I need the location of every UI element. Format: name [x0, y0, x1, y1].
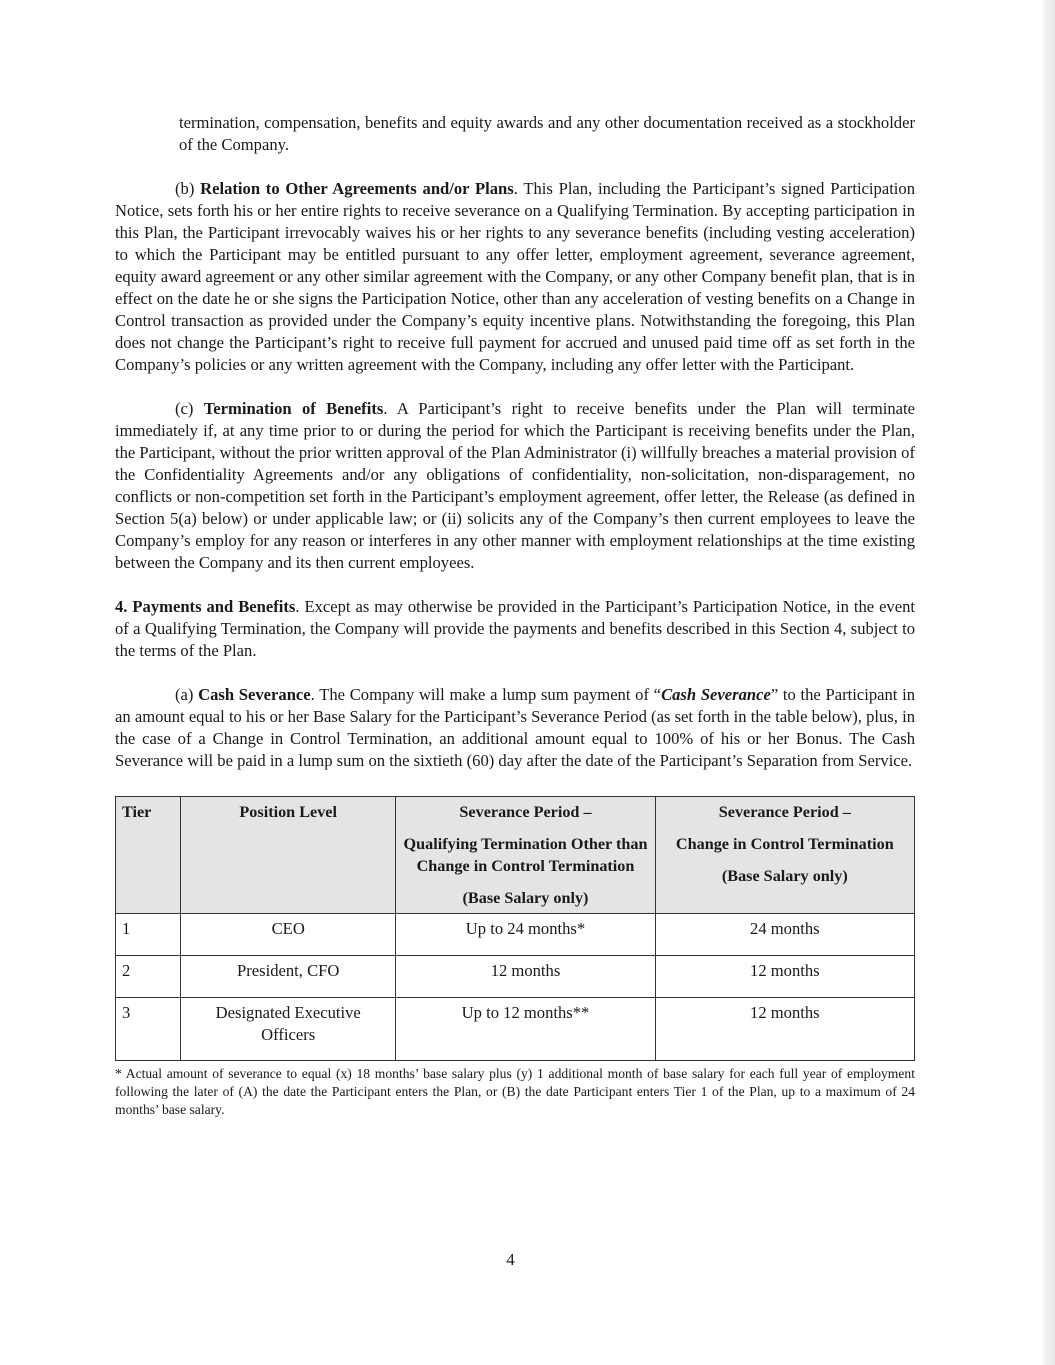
section-b-marker: (b) [175, 179, 195, 198]
table-header-row [116, 797, 915, 914]
section-4-text: . Except as may otherwise be provided in the Participant’s Participation Notice, in the event of a Qualifying Termination, the Company will provide the payments and benefits described in this Section 4, subject to the terms of the Plan. [115, 597, 915, 660]
section-c-text: . A Participant’s right to receive benefits under the Plan will terminate immediately if, at any time prior to or during the period for which the Participant is receiving benefits under the Plan, the Participant, without the prior written approval of the Plan Administrator (i) willfully breaches a material provision of the Confidentiality Agreements and/or any obligations of confidentiality, non-solicitation, non-disparagement, no conflicts or non-competition set forth in the Participant’s employment agreement, offer letter, the Release (as defined in Section 5(a) below) or under applicable law; or (ii) solicits any of the Company’s then current employees to leave the Company’s employ for any reason or interferes in any other manner with employment relationships at the time existing between the Company and its then current employees. [115, 399, 915, 572]
position-cell: CEO [181, 914, 396, 956]
table-row [116, 998, 915, 1061]
section-4a-marker: (a) [175, 685, 194, 704]
intro-paragraph [115, 112, 915, 156]
severance-table [115, 796, 915, 1061]
section-c-paragraph [115, 398, 915, 574]
header-qual-note: (Base Salary only) [462, 889, 589, 907]
tier-cell: 2 [116, 956, 181, 998]
cic-cell: 12 months [655, 956, 914, 998]
section-4a-paragraph [115, 684, 915, 772]
qualifying-cell: Up to 12 months** [396, 998, 655, 1061]
table-row [116, 914, 915, 956]
header-qualifying-termination [396, 797, 655, 914]
section-c-heading: Termination of Benefits [203, 399, 384, 418]
header-cic-title: Severance Period – [718, 803, 851, 821]
tier-cell: 1 [116, 914, 181, 956]
position-cell: Designated Executive Officers [181, 998, 396, 1061]
table-row [116, 956, 915, 998]
header-qual-title: Severance Period – [459, 803, 592, 821]
section-c-marker: (c) [175, 399, 194, 418]
section-4-paragraph [115, 596, 915, 662]
intro-text: termination, compensation, benefits and equity awards and any other documentation received as a stockholder of the Company. [179, 113, 915, 154]
tier-cell: 3 [116, 998, 181, 1061]
qualifying-cell: 12 months [396, 956, 655, 998]
header-qual-sub: Qualifying Termination Other than Change in Control Termination [403, 835, 648, 875]
scan-page-edge [1041, 0, 1055, 1365]
section-4a-heading: Cash Severance [198, 685, 311, 704]
table-footnote: * Actual amount of severance to equal (x) 18 months’ base salary plus (y) 1 additional month of base salary for each full year of employment following the later of (A) the date the Participant enters the Plan, or (B) the date Participant enters Tier 1 of the Plan, up to a maximum of 24 months’ base salary. [115, 1066, 915, 1117]
header-change-in-control [655, 797, 914, 914]
header-position-level: Position Level [181, 797, 396, 914]
header-cic-sub: Change in Control Termination [675, 835, 894, 853]
page-number: 4 [506, 1250, 515, 1269]
header-cic-note: (Base Salary only) [721, 867, 848, 885]
cash-severance-term: Cash Severance [661, 685, 771, 704]
position-cell: President, CFO [181, 956, 396, 998]
section-4-heading: 4. Payments and Benefits [115, 597, 296, 616]
section-4a-text-before: . The Company will make a lump sum payment of “ [310, 685, 662, 704]
section-4a-text-after: ” to the Participant in an amount equal to his or her Base Salary for the Participant’s Severance Period (as set forth in the table below), plus, in the case of a Change in Control Termination, an additional amount equal to 100% of his or her Bonus. The Cash Severance will be paid in a lump sum on the sixtieth (60) day after the date of the Participant’s Separation from Service. [115, 685, 915, 770]
section-b-heading: Relation to Other Agreements and/or Plans [200, 179, 514, 198]
section-b-paragraph [115, 178, 915, 376]
section-b-text: . This Plan, including the Participant’s signed Participation Notice, sets forth his or her entire rights to receive severance on a Qualifying Termination. By accepting participation in this Plan, the Participant irrevocably waives his or her rights to any severance benefits (including vesting acceleration) to which the Participant may be entitled pursuant to any offer letter, employment agreement, severance agreement, equity award agreement or any other similar agreement with the Company, or any other Company benefit plan, that is in effect on the date he or she signs the Participation Notice, other than any acceleration of vesting benefits on a Change in Control transaction as provided under the Company’s equity incentive plans. Notwithstanding the foregoing, this Plan does not change the Participant’s right to receive full payment for accrued and unused paid time off as set forth in the Company’s policies or any written agreement with the Company, including any offer letter with the Participant. [115, 179, 916, 374]
cic-cell: 12 months [655, 998, 914, 1061]
qualifying-cell: Up to 24 months* [396, 914, 655, 956]
header-tier: Tier [116, 797, 181, 914]
document-body [115, 112, 915, 1119]
cic-cell: 24 months [655, 914, 914, 956]
